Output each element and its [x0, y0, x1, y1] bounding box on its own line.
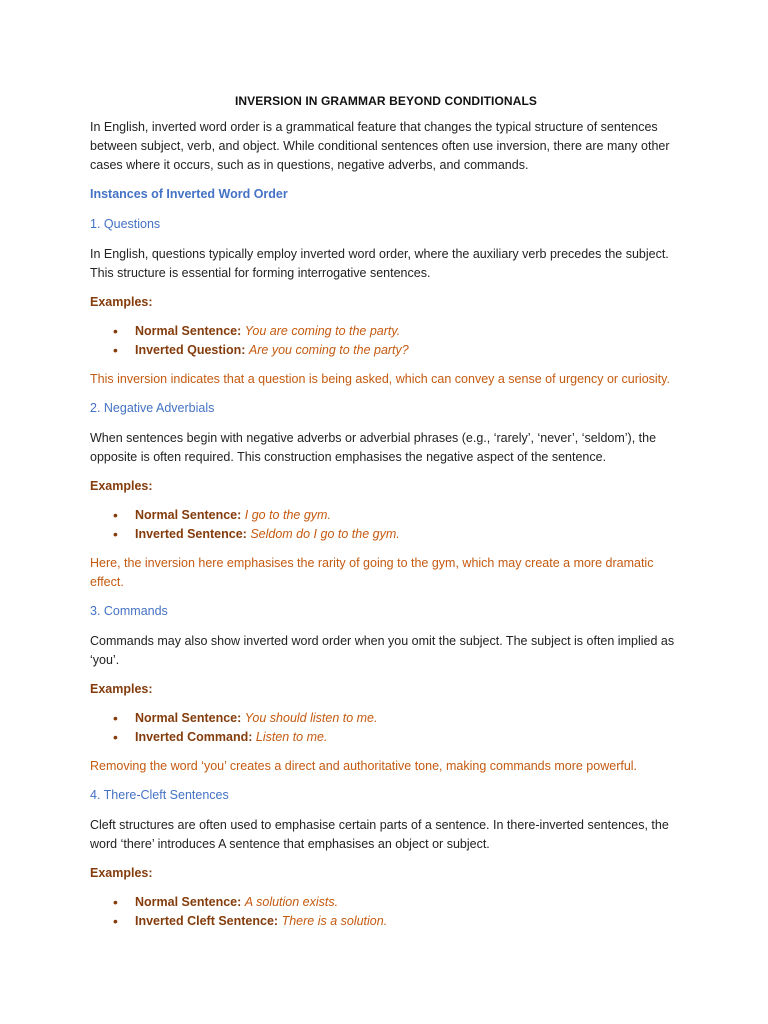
section-heading: Instances of Inverted Word Order	[90, 187, 288, 201]
subsection-body-negative-adverbials: When sentences begin with negative adverbs or adverbial phrases (e.g., ‘rarely’, ‘never’, ‘seldom’), the opposite is often required. This construction emphasises the negative aspect of the sentence.	[90, 431, 657, 464]
example-label: Normal Sentence:	[135, 711, 242, 725]
subsection-heading-commands: 3. Commands	[90, 604, 168, 618]
example-text: You should listen to me.	[244, 711, 378, 725]
examples-label: Examples:	[90, 866, 153, 880]
subsection-note-negative-adverbials: Here, the inversion here emphasises the rarity of going to the gym, which may create a more dramatic effect.	[90, 556, 654, 589]
list-item	[135, 506, 682, 525]
example-text: Listen to me.	[255, 730, 328, 744]
example-text: Are you coming to the party?	[248, 343, 409, 357]
list-item	[135, 341, 682, 360]
subsection-heading-there-cleft: 4. There-Cleft Sentences	[90, 788, 229, 802]
example-text: I go to the gym.	[244, 508, 331, 522]
example-label: Inverted Command:	[135, 730, 253, 744]
list-item	[135, 893, 682, 912]
example-text: Seldom do I go to the gym.	[250, 527, 400, 541]
example-label: Inverted Sentence:	[135, 527, 247, 541]
list-item	[135, 322, 682, 341]
subsection-heading-questions: 1. Questions	[90, 217, 161, 231]
example-list	[90, 322, 682, 360]
list-item	[135, 728, 682, 747]
example-text: A solution exists.	[244, 895, 339, 909]
example-label: Normal Sentence:	[135, 324, 242, 338]
list-item	[135, 912, 682, 931]
example-list	[90, 709, 682, 747]
example-label: Normal Sentence:	[135, 895, 242, 909]
example-list	[90, 506, 682, 544]
example-label: Inverted Cleft Sentence:	[135, 914, 279, 928]
example-list	[90, 893, 682, 931]
subsection-body-questions: In English, questions typically employ inverted word order, where the auxiliary verb precedes the subject. This structure is essential for forming interrogative sentences.	[90, 247, 669, 280]
examples-label: Examples:	[90, 295, 153, 309]
list-item	[135, 709, 682, 728]
subsection-body-commands: Commands may also show inverted word order when you omit the subject. The subject is often implied as ‘you’.	[90, 634, 675, 667]
subsection-note-questions: This inversion indicates that a question is being asked, which can convey a sense of urgency or curiosity.	[90, 372, 670, 386]
examples-label: Examples:	[90, 682, 153, 696]
subsection-heading-negative-adverbials: 2. Negative Adverbials	[90, 401, 215, 415]
example-label: Normal Sentence:	[135, 508, 242, 522]
intro-paragraph: In English, inverted word order is a grammatical feature that changes the typical structure of sentences between subject, verb, and object. While conditional sentences often use inversion, there are many other cases where it occurs, such as in questions, negative adverbs, and commands.	[90, 120, 670, 172]
example-label: Inverted Question:	[135, 343, 246, 357]
example-text: You are coming to the party.	[244, 324, 401, 338]
example-text: There is a solution.	[281, 914, 388, 928]
subsection-body-there-cleft: Cleft structures are often used to emphasise certain parts of a sentence. In there-inverted sentences, the word ‘there’ introduces A sentence that emphasises an object or subject.	[90, 818, 669, 851]
examples-label: Examples:	[90, 479, 153, 493]
document-title: INVERSION IN GRAMMAR BEYOND CONDITIONALS	[234, 94, 537, 108]
list-item	[135, 525, 682, 544]
subsection-note-commands: Removing the word ‘you’ creates a direct and authoritative tone, making commands more powerful.	[90, 759, 638, 773]
page-content	[90, 94, 682, 941]
